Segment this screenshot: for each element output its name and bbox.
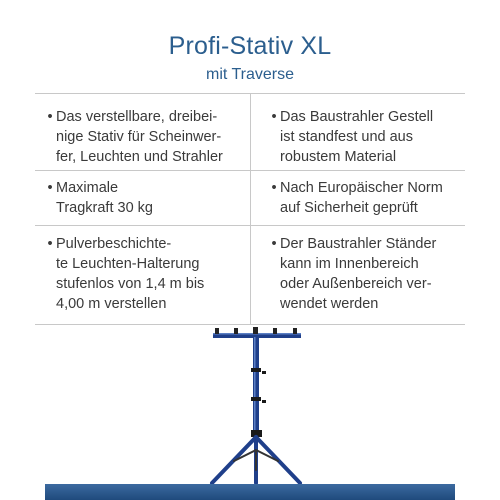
feature-text: Maximale Tragkraft 30 kg	[56, 180, 153, 216]
feature-text: Pulverbeschichte- te Leuchten-Halterung stufenlos von 1,4 m bis 4,00 m verstellen	[56, 236, 205, 312]
blue-floor-bar	[45, 484, 455, 500]
feature-item	[268, 234, 436, 314]
feature-text: Der Baustrahler Ständer kann im Innenbereich oder Außenbereich ver- wendet werden	[280, 236, 437, 312]
bullet-icon: •	[47, 180, 53, 196]
bullet-icon: •	[47, 109, 53, 125]
bullet-icon: •	[271, 236, 277, 252]
tripod-stand-image	[0, 320, 500, 500]
feature-item	[268, 178, 443, 218]
feature-text: Das Baustrahler Gestell ist standfest und aus robustem Material	[280, 109, 434, 165]
product-title: Profi-Stativ XL	[168, 32, 332, 60]
feature-text: Das verstellbare, dreibei- nige Stativ für Scheinwer- fer, Leuchten und Strahler	[56, 109, 223, 165]
feature-text: Nach Europäischer Norm auf Sicherheit geprüft	[280, 180, 443, 216]
product-subtitle: mit Traverse	[205, 66, 294, 83]
divider-center	[250, 93, 251, 325]
telescopic-mast	[251, 337, 266, 437]
feature-item	[268, 107, 433, 167]
feature-item	[44, 178, 153, 218]
bullet-icon: •	[47, 236, 53, 252]
feature-item	[44, 107, 223, 167]
feature-item	[44, 234, 204, 314]
tripod-legs	[212, 437, 300, 483]
bullet-icon: •	[271, 109, 277, 125]
traverse-bar	[213, 327, 301, 338]
bullet-icon: •	[271, 180, 277, 196]
